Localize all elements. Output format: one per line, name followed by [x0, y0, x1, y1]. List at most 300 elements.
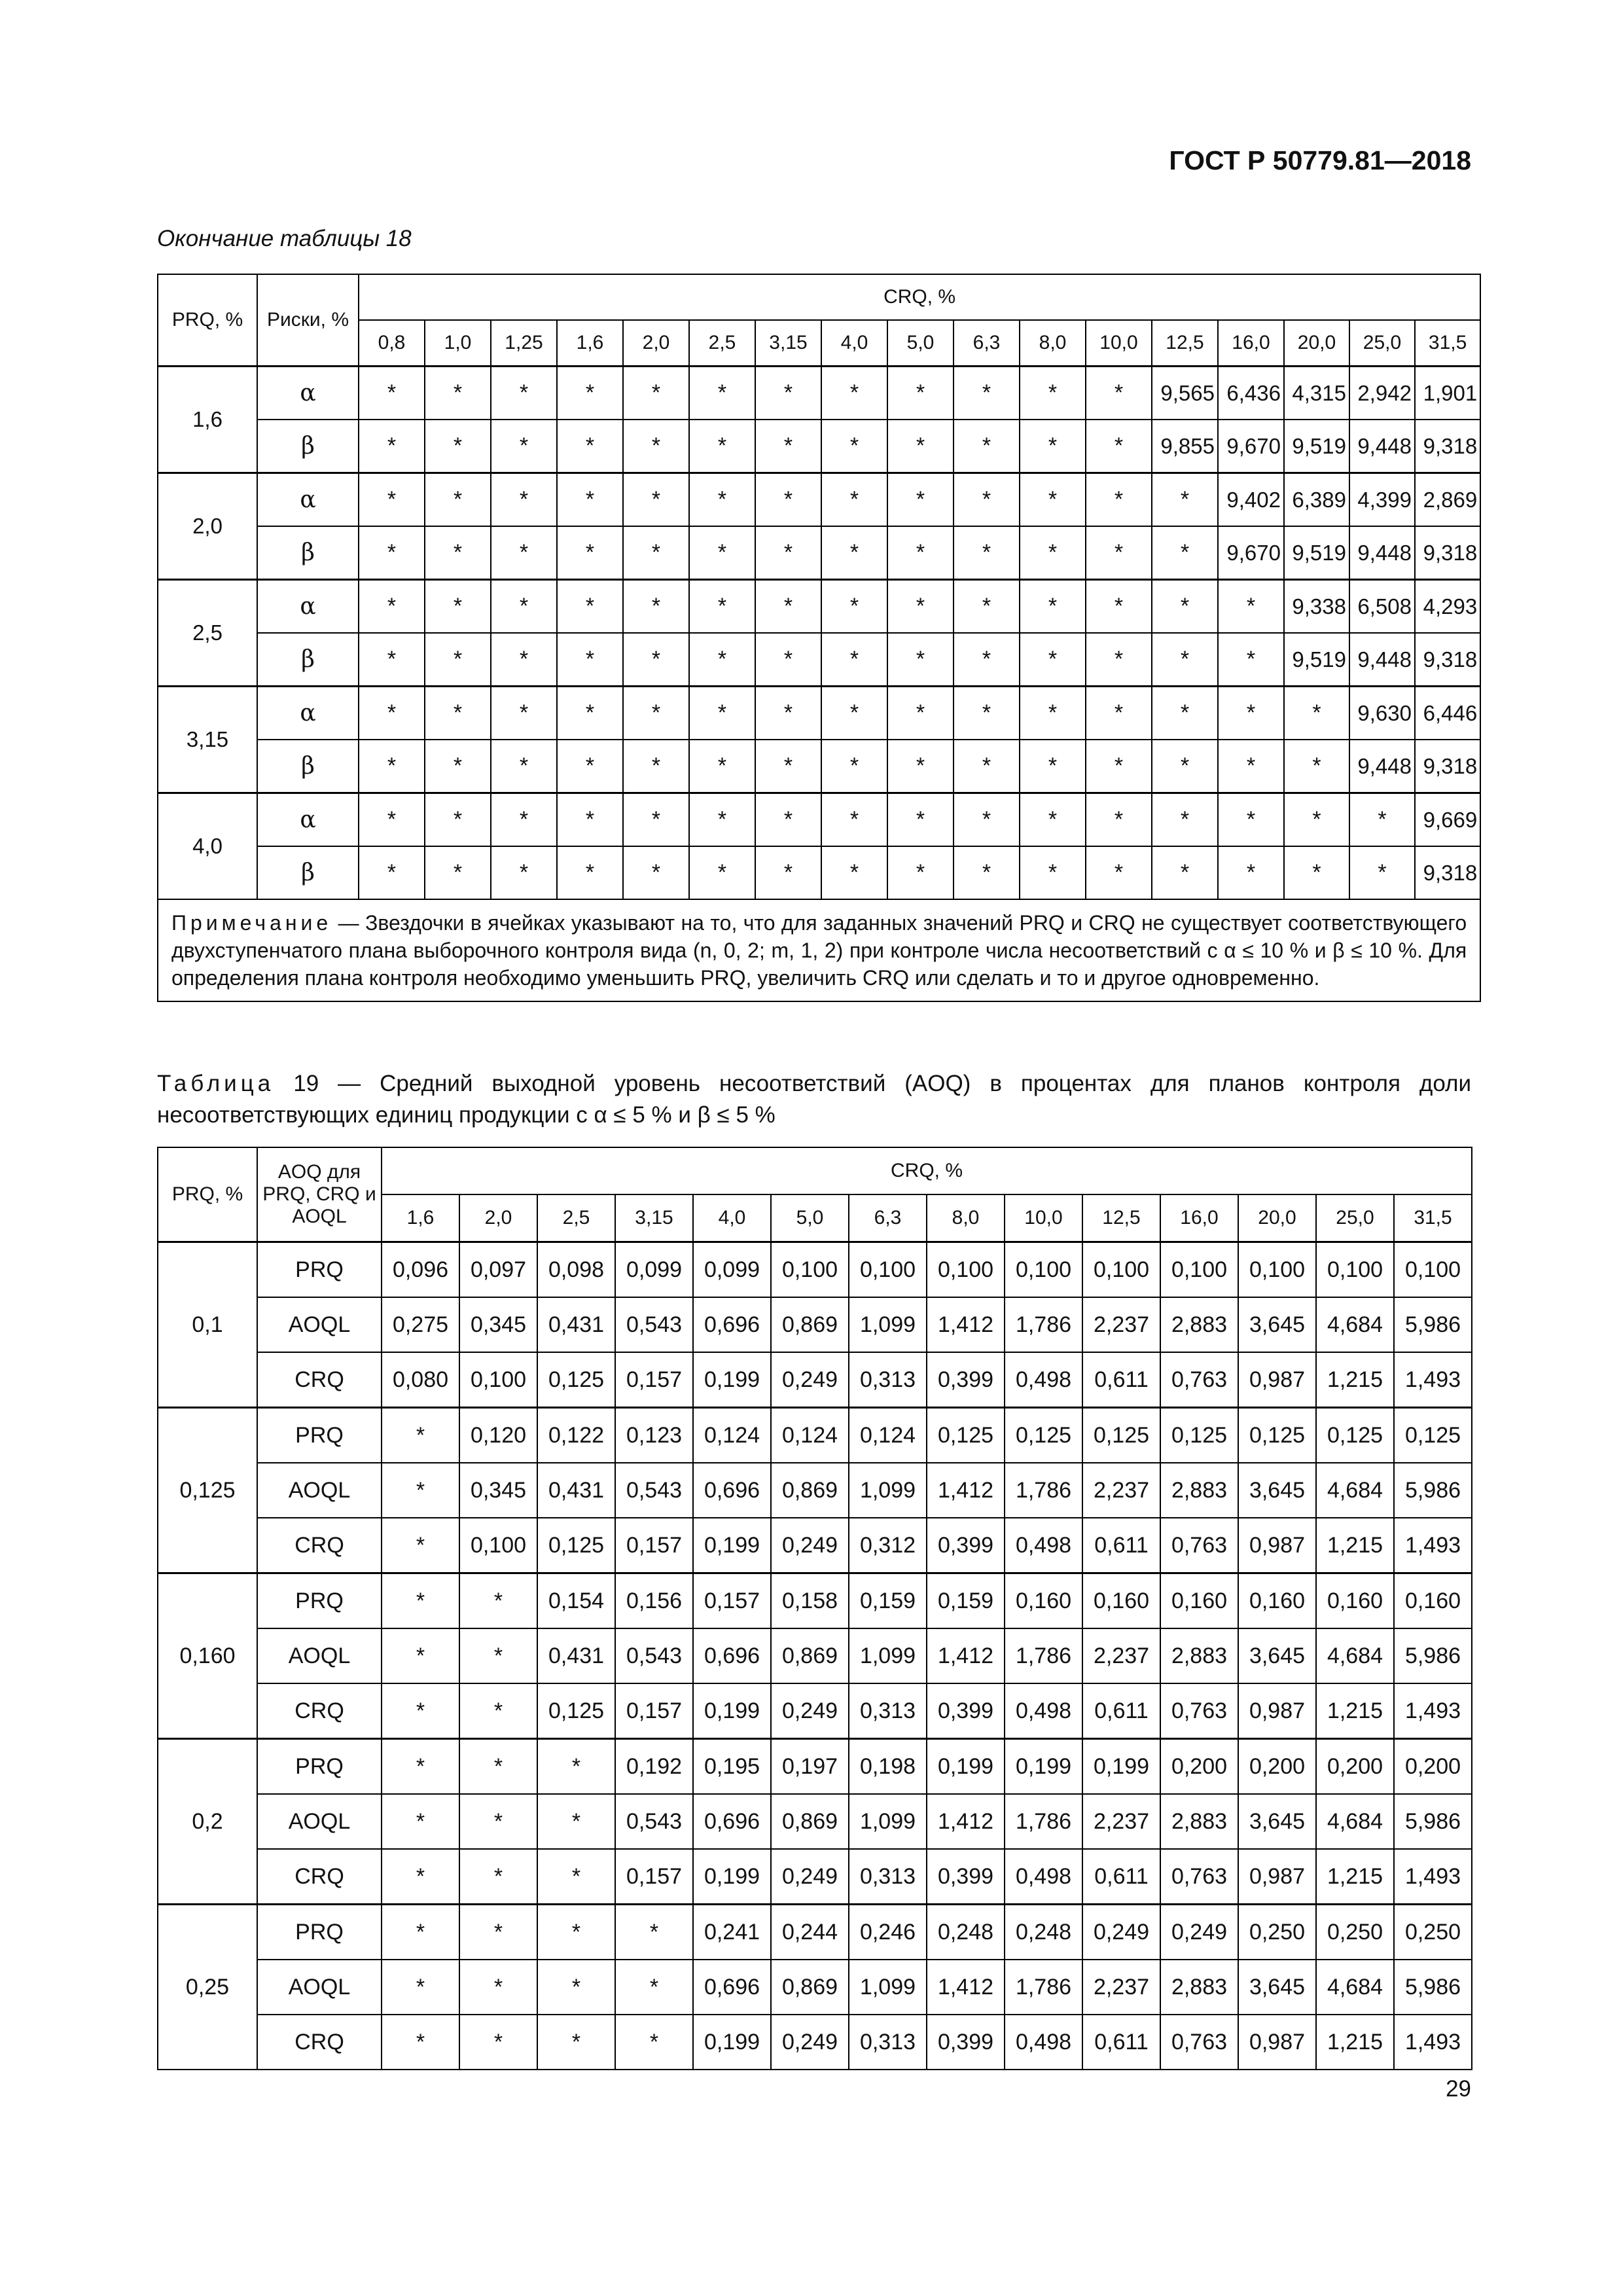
t18-cell: *	[689, 367, 755, 420]
t19-kind-label: AOQL	[257, 1463, 382, 1518]
t19-cell: 0,763	[1160, 1849, 1238, 1905]
t18-cell: 9,402	[1218, 473, 1284, 527]
t19-cell: *	[382, 1794, 459, 1849]
t18-cell: *	[821, 473, 887, 527]
t18-cell: *	[491, 687, 557, 740]
t19-cell: 2,883	[1160, 1297, 1238, 1352]
t18-cell: 9,318	[1415, 846, 1480, 899]
t19-cell: 0,199	[927, 1739, 1005, 1795]
t19-cell: 1,786	[1005, 1960, 1082, 2015]
t19-cell: 0,313	[849, 1352, 927, 1408]
t19-cell: 0,498	[1005, 1683, 1082, 1739]
t19-cell: *	[459, 1849, 537, 1905]
t19-cell: 0,199	[1005, 1739, 1082, 1795]
t18-cell: *	[359, 526, 425, 580]
t18-cell: *	[954, 473, 1020, 527]
t19-cell: 1,493	[1394, 1683, 1472, 1739]
t19-cell: 0,431	[537, 1463, 615, 1518]
t18-cell: *	[623, 793, 689, 847]
t19-cell: 0,246	[849, 1905, 927, 1960]
t19-crq-value: 5,0	[771, 1194, 849, 1242]
t19-cell: 0,543	[615, 1794, 693, 1849]
table-row	[158, 1352, 1472, 1408]
t18-cell: 9,448	[1349, 526, 1415, 580]
t18-prq-value: 4,0	[158, 793, 257, 900]
t18-cell: *	[557, 367, 623, 420]
t18-cell: 4,293	[1415, 580, 1480, 634]
t18-cell: *	[557, 687, 623, 740]
t18-risk-symbol: α	[257, 580, 359, 634]
t18-cell: 6,446	[1415, 687, 1480, 740]
t19-kind-label: PRQ	[257, 1573, 382, 1629]
standard-number: ГОСТ Р 50779.81—2018	[1169, 145, 1471, 175]
t18-cell: *	[1020, 793, 1086, 847]
t19-cell: *	[382, 1518, 459, 1573]
t19-cell: 0,100	[927, 1242, 1005, 1298]
t19-cell: 0,100	[1005, 1242, 1082, 1298]
t18-risk-symbol: β	[257, 846, 359, 899]
t19-cell: 0,124	[771, 1408, 849, 1463]
t19-header-aoq: AOQ для PRQ, CRQ и AOQL	[257, 1147, 382, 1242]
t19-cell: 1,786	[1005, 1794, 1082, 1849]
t18-cell: *	[689, 473, 755, 527]
t18-cell: *	[689, 633, 755, 687]
table-row	[158, 1905, 1472, 1960]
t19-cell: 0,100	[1238, 1242, 1316, 1298]
t18-crq-value: 0,8	[359, 320, 425, 367]
t19-cell: 0,100	[1394, 1242, 1472, 1298]
t19-cell: 0,125	[537, 1518, 615, 1573]
t19-cell: 0,200	[1160, 1739, 1238, 1795]
t18-cell: *	[1086, 473, 1152, 527]
t19-crq-value: 25,0	[1316, 1194, 1394, 1242]
t18-cell: *	[755, 473, 821, 527]
table-row	[158, 1794, 1472, 1849]
t18-cell: *	[689, 793, 755, 847]
table-row	[158, 580, 1480, 634]
t19-cell: *	[615, 2015, 693, 2070]
t19-cell: 0,195	[693, 1739, 771, 1795]
t18-cell: *	[557, 580, 623, 634]
t19-cell: 4,684	[1316, 1463, 1394, 1518]
t18-cell: *	[821, 420, 887, 473]
t18-cell: *	[491, 793, 557, 847]
t19-cell: 0,611	[1082, 1352, 1160, 1408]
t18-cell: 9,318	[1415, 420, 1480, 473]
t19-cell: 3,645	[1238, 1297, 1316, 1352]
t18-cell: 9,519	[1284, 633, 1349, 687]
t18-cell: *	[359, 793, 425, 847]
t18-cell: *	[1218, 740, 1284, 793]
t18-note-text: — Звездочки в ячейках указывают на то, что для заданных значений PRQ и CRQ не существует соответствующего двухступенчатого плана выборочного контроля вида (n, 0, 2; m, 1, 2) при контроле числа несоответствий с α ≤ 10 % и β ≤ 10 %. Для определения плана контроля необходимо уменьшить PRQ, увеличить CRQ или сделать и то и другое одновременно.	[171, 911, 1467, 990]
t18-risk-symbol: β	[257, 526, 359, 580]
t19-cell: 0,313	[849, 1683, 927, 1739]
t19-cell: 0,199	[693, 1518, 771, 1573]
t19-kind-label: CRQ	[257, 1518, 382, 1573]
t19-prq-value: 0,2	[158, 1739, 257, 1905]
t18-cell: *	[623, 420, 689, 473]
t18-cell: 9,318	[1415, 740, 1480, 793]
t18-cell: *	[1349, 846, 1415, 899]
t18-cell: *	[887, 473, 954, 527]
t19-crq-value: 6,3	[849, 1194, 927, 1242]
t18-cell: *	[689, 580, 755, 634]
table-row	[158, 526, 1480, 580]
t18-cell: *	[1020, 633, 1086, 687]
t19-cell: 0,098	[537, 1242, 615, 1298]
t18-cell: 9,318	[1415, 633, 1480, 687]
t19-cell: 0,125	[1082, 1408, 1160, 1463]
t19-kind-label: CRQ	[257, 1352, 382, 1408]
t18-cell: *	[1086, 633, 1152, 687]
t19-cell: *	[382, 1628, 459, 1683]
t18-cell: *	[887, 793, 954, 847]
t18-crq-value: 4,0	[821, 320, 887, 367]
t19-cell: 0,543	[615, 1463, 693, 1518]
t18-cell: 9,855	[1152, 420, 1218, 473]
t18-cell: *	[1020, 740, 1086, 793]
t18-cell: *	[887, 846, 954, 899]
t19-cell: 0,498	[1005, 1849, 1082, 1905]
t19-kind-label: AOQL	[257, 1794, 382, 1849]
t18-cell: *	[689, 846, 755, 899]
t19-cell: 0,241	[693, 1905, 771, 1960]
t19-cell: 0,160	[1160, 1573, 1238, 1629]
t19-cell: 5,986	[1394, 1794, 1472, 1849]
t19-cell: 0,160	[1238, 1573, 1316, 1629]
t18-cell: *	[887, 526, 954, 580]
t19-cell: 1,786	[1005, 1463, 1082, 1518]
t19-crq-value: 4,0	[693, 1194, 771, 1242]
t18-cell: *	[954, 633, 1020, 687]
t19-crq-value: 1,6	[382, 1194, 459, 1242]
t19-cell: 0,100	[1082, 1242, 1160, 1298]
t19-cell: 0,100	[849, 1242, 927, 1298]
t18-prq-value: 2,0	[158, 473, 257, 580]
t19-cell: 0,099	[615, 1242, 693, 1298]
t18-cell: *	[491, 526, 557, 580]
t18-cell: *	[954, 793, 1020, 847]
table-row	[158, 793, 1480, 847]
table18-caption: Окончание таблицы 18	[157, 226, 412, 251]
t19-cell: 0,125	[1160, 1408, 1238, 1463]
t18-cell: 9,318	[1415, 526, 1480, 580]
t18-cell: *	[1086, 367, 1152, 420]
t19-cell: *	[382, 1905, 459, 1960]
t19-kind-label: PRQ	[257, 1739, 382, 1795]
t18-cell: *	[359, 367, 425, 420]
t19-cell: 3,645	[1238, 1794, 1316, 1849]
t18-crq-value: 25,0	[1349, 320, 1415, 367]
t19-cell: *	[615, 1905, 693, 1960]
t19-cell: 3,645	[1238, 1960, 1316, 2015]
t18-cell: *	[1152, 740, 1218, 793]
t18-cell: *	[821, 367, 887, 420]
t19-cell: 2,883	[1160, 1628, 1238, 1683]
t19-cell: *	[537, 2015, 615, 2070]
t19-cell: 0,250	[1394, 1905, 1472, 1960]
t18-prq-value: 2,5	[158, 580, 257, 687]
t19-kind-label: CRQ	[257, 2015, 382, 2070]
t19-cell: 0,869	[771, 1628, 849, 1683]
table-row	[158, 1408, 1472, 1463]
t18-cell: *	[491, 740, 557, 793]
t19-cell: 0,199	[1082, 1739, 1160, 1795]
t18-cell: *	[491, 633, 557, 687]
t19-cell: 1,099	[849, 1628, 927, 1683]
table-row	[158, 687, 1480, 740]
t18-cell: *	[1086, 846, 1152, 899]
t18-prq-value: 3,15	[158, 687, 257, 793]
table19-caption-text: 19 — Средний выходной уровень несоответствий (AOQ) в процентах для планов контроля доли несоответствующих единиц продукции с α ≤ 5 % и β ≤ 5 %	[157, 1071, 1471, 1128]
t19-cell: 2,237	[1082, 1297, 1160, 1352]
t18-cell: *	[1152, 526, 1218, 580]
t18-cell: *	[689, 526, 755, 580]
t19-cell: 0,244	[771, 1905, 849, 1960]
t19-prq-value: 0,160	[158, 1573, 257, 1739]
t18-cell: 9,669	[1415, 793, 1480, 847]
t18-cell: *	[1152, 793, 1218, 847]
t18-cell: *	[557, 793, 623, 847]
t19-cell: 0,399	[927, 2015, 1005, 2070]
t18-cell: *	[623, 473, 689, 527]
t19-cell: 0,869	[771, 1463, 849, 1518]
t19-header-crq: CRQ, %	[382, 1147, 1472, 1194]
t18-crq-value: 1,25	[491, 320, 557, 367]
t18-cell: *	[689, 420, 755, 473]
table-row	[158, 367, 1480, 420]
t18-cell: *	[755, 420, 821, 473]
t19-cell: 0,869	[771, 1960, 849, 2015]
t19-cell: 1,215	[1316, 1518, 1394, 1573]
table-row	[158, 1849, 1472, 1905]
t18-cell: *	[1086, 687, 1152, 740]
t18-cell: *	[755, 740, 821, 793]
t18-cell: *	[1152, 846, 1218, 899]
t19-cell: *	[459, 1628, 537, 1683]
t19-cell: 2,237	[1082, 1463, 1160, 1518]
t19-cell: 1,786	[1005, 1297, 1082, 1352]
t18-cell: *	[821, 633, 887, 687]
t19-cell: *	[382, 1739, 459, 1795]
t19-cell: 0,611	[1082, 2015, 1160, 2070]
t19-cell: 0,249	[771, 1683, 849, 1739]
t19-cell: 0,154	[537, 1573, 615, 1629]
t19-cell: 0,160	[1082, 1573, 1160, 1629]
t18-cell: *	[623, 526, 689, 580]
t19-cell: 0,125	[1005, 1408, 1082, 1463]
t19-cell: 0,160	[1316, 1573, 1394, 1629]
table19-caption	[157, 1068, 1471, 1131]
t19-kind-label: PRQ	[257, 1408, 382, 1463]
t19-cell: 0,157	[615, 1683, 693, 1739]
t18-cell: *	[359, 687, 425, 740]
t18-cell: 4,399	[1349, 473, 1415, 527]
t19-cell: 0,120	[459, 1408, 537, 1463]
t19-cell: 0,696	[693, 1794, 771, 1849]
t18-cell: *	[1020, 687, 1086, 740]
t19-kind-label: PRQ	[257, 1242, 382, 1298]
t19-cell: *	[459, 1794, 537, 1849]
t19-cell: 2,883	[1160, 1463, 1238, 1518]
t18-crq-value: 6,3	[954, 320, 1020, 367]
t18-crq-value: 16,0	[1218, 320, 1284, 367]
t18-risk-symbol: α	[257, 793, 359, 847]
t19-cell: 0,249	[1082, 1905, 1160, 1960]
t18-cell: 9,670	[1218, 526, 1284, 580]
t18-cell: *	[359, 420, 425, 473]
t19-cell: *	[537, 1905, 615, 1960]
t18-cell: *	[1152, 687, 1218, 740]
t18-cell: 1,901	[1415, 367, 1480, 420]
t18-cell: 6,389	[1284, 473, 1349, 527]
t19-cell: 0,249	[771, 1849, 849, 1905]
t18-cell: *	[1349, 793, 1415, 847]
t18-crq-value: 8,0	[1020, 320, 1086, 367]
t19-cell: *	[382, 1683, 459, 1739]
t19-cell: 0,124	[849, 1408, 927, 1463]
t18-cell: *	[359, 740, 425, 793]
t19-cell: 2,237	[1082, 1794, 1160, 1849]
t19-cell: 1,412	[927, 1628, 1005, 1683]
t19-cell: 0,696	[693, 1628, 771, 1683]
t18-cell: *	[1086, 580, 1152, 634]
t18-cell: *	[954, 580, 1020, 634]
t19-cell: *	[459, 1573, 537, 1629]
t18-cell: *	[491, 473, 557, 527]
t18-cell: *	[1218, 793, 1284, 847]
t18-cell: *	[425, 367, 491, 420]
t18-cell: *	[954, 740, 1020, 793]
t19-cell: 0,869	[771, 1297, 849, 1352]
t19-cell: *	[382, 2015, 459, 2070]
t19-cell: 0,099	[693, 1242, 771, 1298]
t18-risk-symbol: α	[257, 687, 359, 740]
t19-cell: 1,412	[927, 1297, 1005, 1352]
t19-cell: 5,986	[1394, 1960, 1472, 2015]
t18-crq-value: 10,0	[1086, 320, 1152, 367]
table-row	[158, 1463, 1472, 1518]
t19-cell: *	[382, 1573, 459, 1629]
t19-prq-value: 0,125	[158, 1408, 257, 1573]
t19-cell: 1,493	[1394, 1352, 1472, 1408]
t19-cell: 0,250	[1238, 1905, 1316, 1960]
t19-cell: 2,237	[1082, 1628, 1160, 1683]
t18-risk-symbol: β	[257, 633, 359, 687]
t19-crq-value: 20,0	[1238, 1194, 1316, 1242]
t18-note-label: Примечание	[171, 911, 332, 935]
t19-cell: *	[459, 2015, 537, 2070]
t19-cell: 0,125	[1316, 1408, 1394, 1463]
t18-cell: *	[954, 420, 1020, 473]
t19-cell: 0,159	[849, 1573, 927, 1629]
t19-cell: 1,786	[1005, 1628, 1082, 1683]
t18-header-risk: Риски, %	[257, 274, 359, 367]
t19-cell: 0,199	[693, 2015, 771, 2070]
t18-cell: *	[1218, 846, 1284, 899]
t18-cell: *	[1086, 526, 1152, 580]
t19-crq-value: 8,0	[927, 1194, 1005, 1242]
t18-cell: 9,519	[1284, 526, 1349, 580]
t19-cell: 0,763	[1160, 2015, 1238, 2070]
t18-cell: *	[425, 793, 491, 847]
t18-crq-value: 12,5	[1152, 320, 1218, 367]
t19-cell: 0,100	[459, 1518, 537, 1573]
t18-cell: *	[1218, 580, 1284, 634]
t18-cell: *	[359, 580, 425, 634]
t19-cell: 0,125	[537, 1683, 615, 1739]
table-18	[157, 274, 1481, 1002]
t18-cell: *	[1152, 580, 1218, 634]
t18-cell: *	[557, 740, 623, 793]
t18-cell: *	[1086, 740, 1152, 793]
t19-cell: 2,883	[1160, 1794, 1238, 1849]
t18-cell: *	[821, 740, 887, 793]
t18-cell: *	[1086, 420, 1152, 473]
t19-cell: 0,611	[1082, 1683, 1160, 1739]
t18-cell: *	[1284, 793, 1349, 847]
t18-crq-value: 1,0	[425, 320, 491, 367]
t18-cell: *	[1086, 793, 1152, 847]
t18-cell: *	[557, 633, 623, 687]
t18-cell: *	[359, 633, 425, 687]
t18-crq-value: 1,6	[557, 320, 623, 367]
t18-cell: *	[887, 580, 954, 634]
t19-cell: 0,431	[537, 1297, 615, 1352]
t18-cell: 9,519	[1284, 420, 1349, 473]
t18-risk-symbol: β	[257, 420, 359, 473]
t19-cell: 0,157	[693, 1573, 771, 1629]
t19-cell: 0,987	[1238, 1683, 1316, 1739]
t18-cell: 2,942	[1349, 367, 1415, 420]
t19-cell: *	[615, 1960, 693, 2015]
t19-cell: 0,200	[1394, 1739, 1472, 1795]
t18-cell: *	[623, 740, 689, 793]
t19-cell: 0,399	[927, 1683, 1005, 1739]
t18-cell: *	[1020, 526, 1086, 580]
t19-crq-value: 16,0	[1160, 1194, 1238, 1242]
table-row	[158, 740, 1480, 793]
t18-cell: *	[1218, 687, 1284, 740]
t18-cell: 9,630	[1349, 687, 1415, 740]
t19-cell: 0,498	[1005, 1352, 1082, 1408]
t19-cell: 2,883	[1160, 1960, 1238, 2015]
t19-cell: 0,987	[1238, 1352, 1316, 1408]
t19-cell: 0,158	[771, 1573, 849, 1629]
t18-cell: *	[491, 580, 557, 634]
table-row	[158, 1242, 1472, 1298]
t18-cell: *	[623, 633, 689, 687]
t19-cell: 0,987	[1238, 1518, 1316, 1573]
t19-cell: 0,763	[1160, 1518, 1238, 1573]
t18-cell: *	[425, 740, 491, 793]
table-row	[158, 473, 1480, 527]
t19-cell: 0,100	[1316, 1242, 1394, 1298]
t19-cell: 0,763	[1160, 1352, 1238, 1408]
t19-cell: 0,345	[459, 1463, 537, 1518]
t19-cell: 0,987	[1238, 1849, 1316, 1905]
t18-cell: 6,436	[1218, 367, 1284, 420]
t18-cell: 9,565	[1152, 367, 1218, 420]
t18-cell: 9,670	[1218, 420, 1284, 473]
t19-cell: 0,312	[849, 1518, 927, 1573]
table-row	[158, 1518, 1472, 1573]
t18-risk-symbol: β	[257, 740, 359, 793]
t19-cell: 1,493	[1394, 2015, 1472, 2070]
t19-cell: 4,684	[1316, 1794, 1394, 1849]
t19-cell: *	[382, 1463, 459, 1518]
t18-cell: *	[557, 846, 623, 899]
